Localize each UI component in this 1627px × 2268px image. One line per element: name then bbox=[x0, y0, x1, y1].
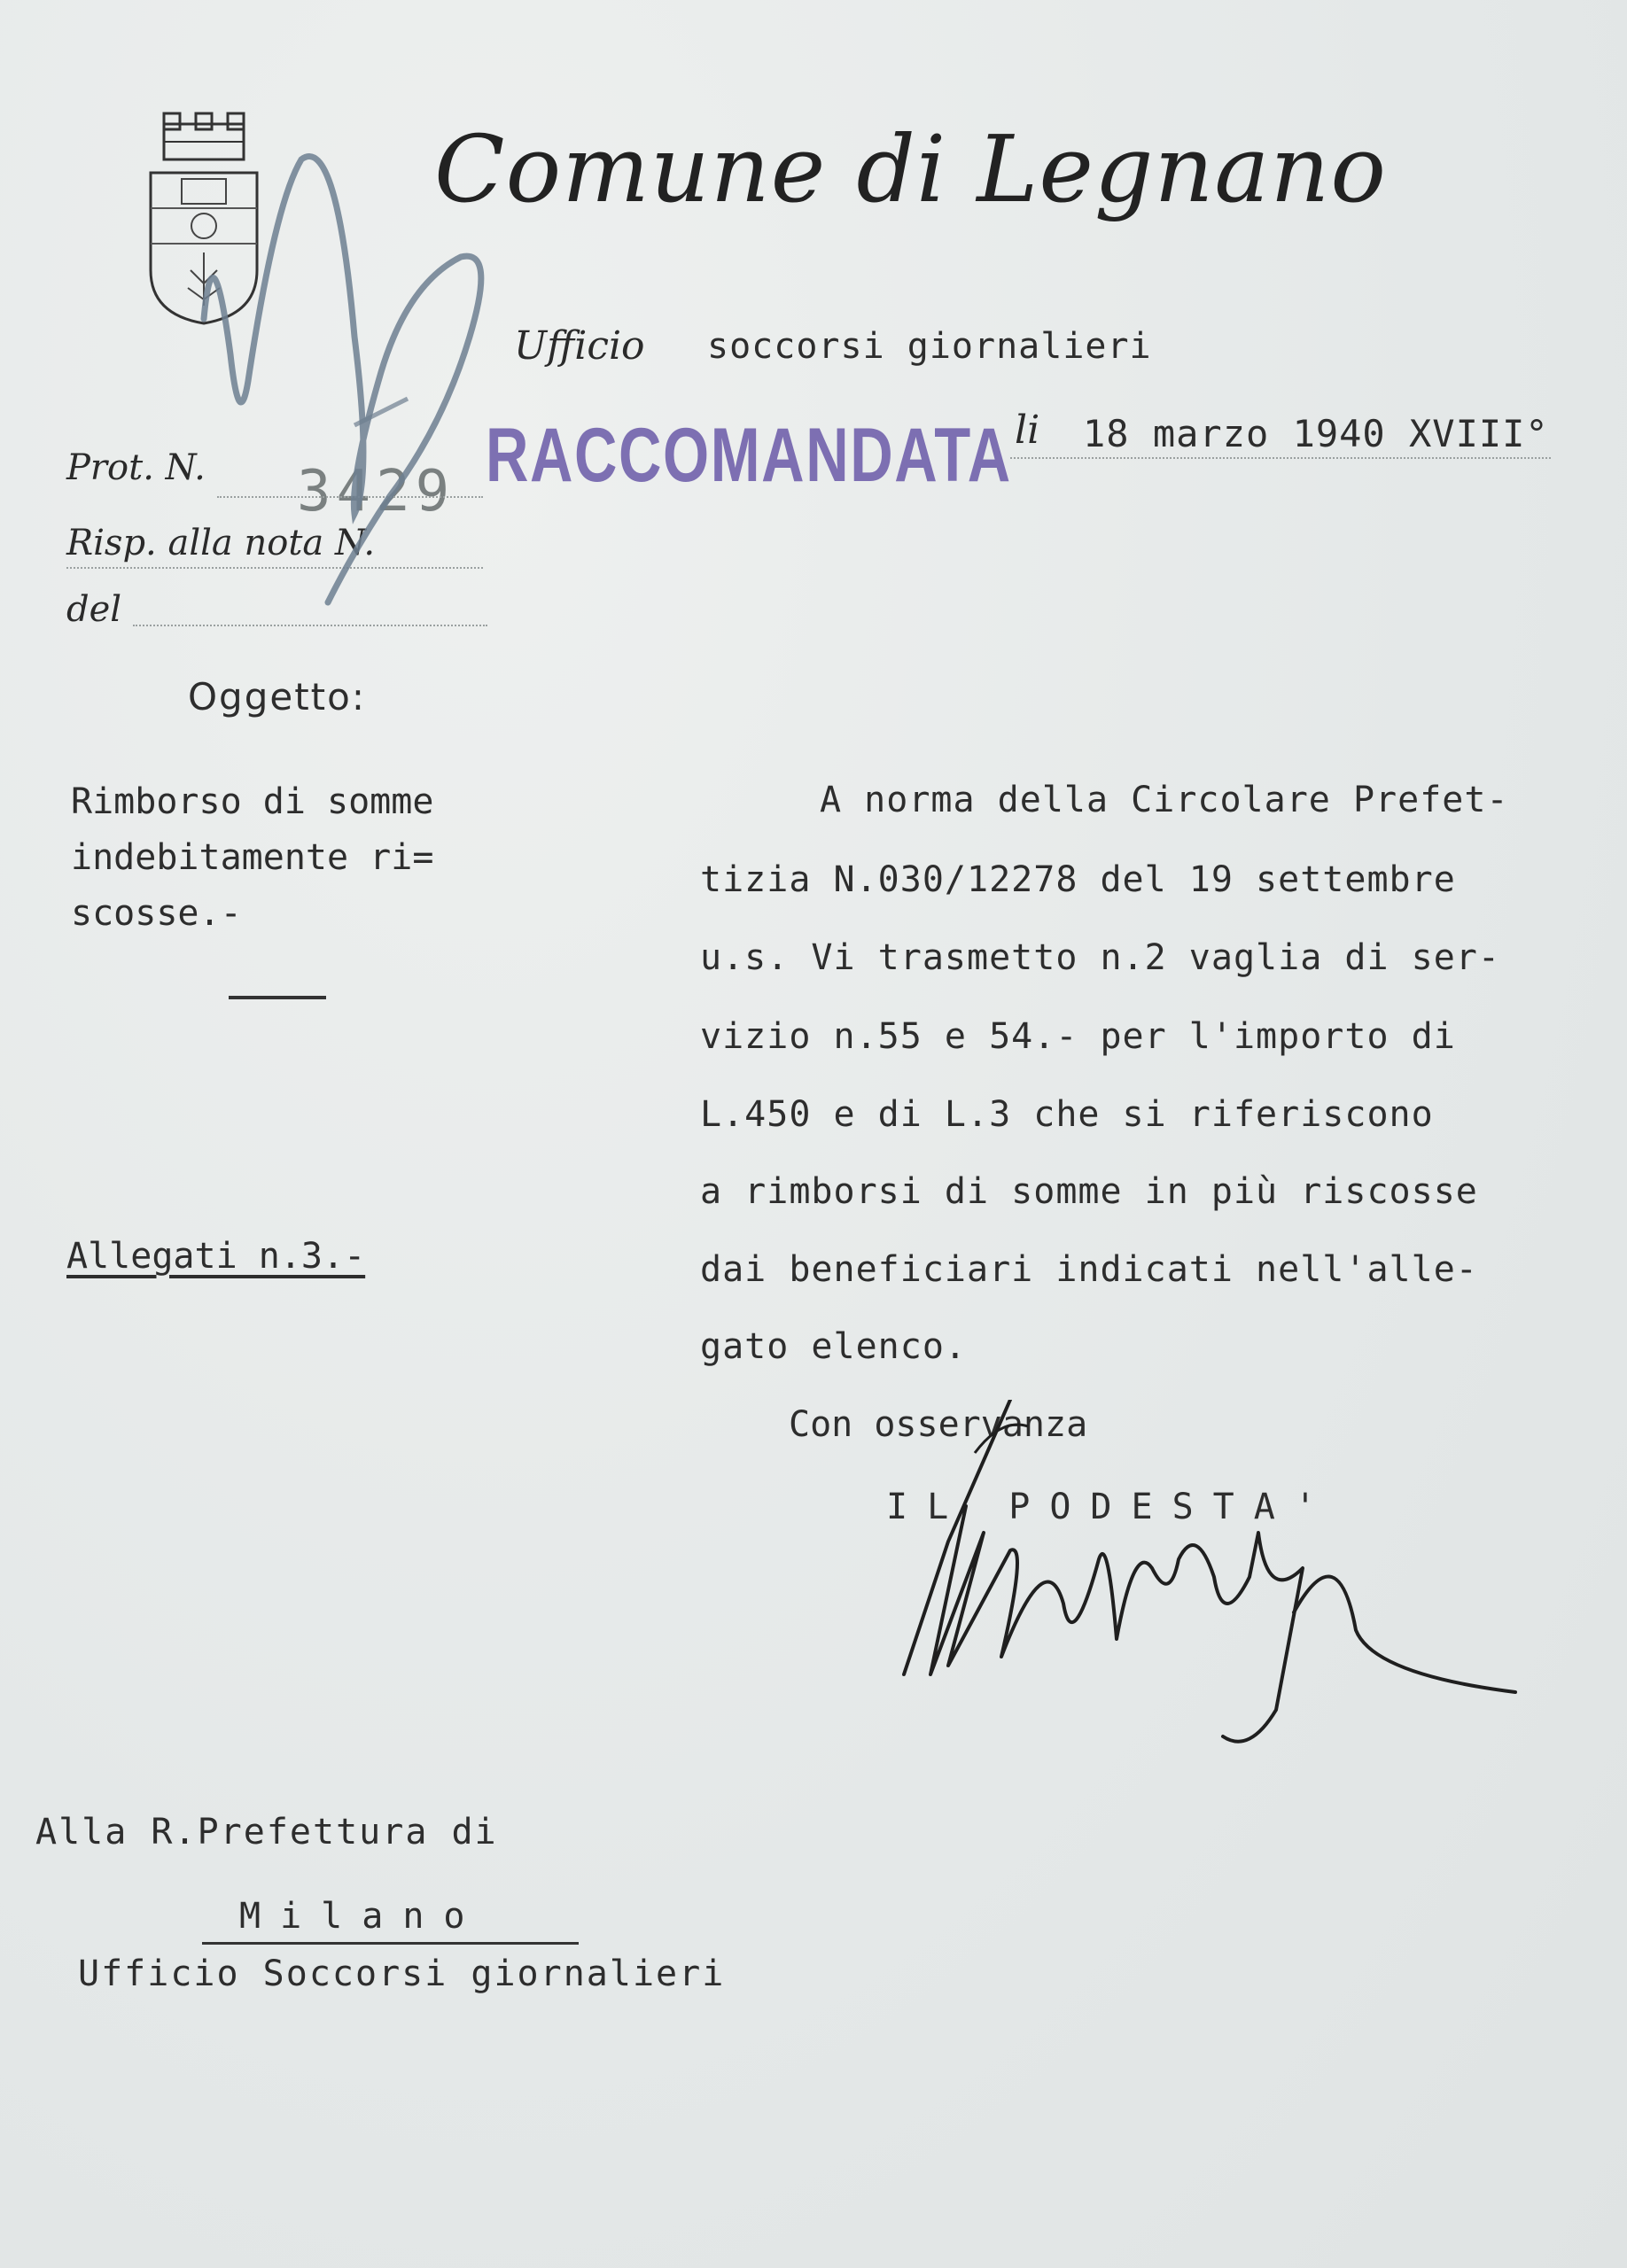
subject-line: indebitamente ri= bbox=[71, 837, 434, 878]
body-line: vizio n.55 e 54.- per l'importo di bbox=[700, 1016, 1456, 1057]
body-line: A norma della Circolare Prefet- bbox=[820, 780, 1509, 820]
closing-salutation: Con osservanza bbox=[789, 1404, 1088, 1445]
signature-icon bbox=[842, 1400, 1533, 1754]
body-line: a rimborsi di somme in più riscosse bbox=[700, 1171, 1478, 1212]
date-of-reply-label: del bbox=[66, 589, 122, 630]
protocol-number: 3429 bbox=[297, 459, 455, 524]
recipient-city: Milano bbox=[239, 1896, 485, 1937]
body-line: u.s. Vi trasmetto n.2 vaglia di ser- bbox=[700, 937, 1500, 978]
municipality-title: Comune di Legnano bbox=[434, 115, 1388, 223]
office-name: soccorsi giornalieri bbox=[707, 326, 1152, 367]
subject-line: scosse.- bbox=[71, 893, 242, 934]
letter-date: 18 marzo 1940 XVIII° bbox=[1083, 412, 1549, 455]
pencil-annotation bbox=[177, 106, 744, 638]
subject-line: Rimborso di somme bbox=[71, 781, 434, 822]
city-underline bbox=[202, 1942, 579, 1945]
date-prefix: li bbox=[1015, 408, 1040, 453]
office-label: Ufficio bbox=[514, 323, 645, 369]
subject-heading: Oggetto: bbox=[188, 675, 367, 718]
subject-divider bbox=[229, 996, 326, 999]
signatory-title: IL PODESTA' bbox=[886, 1487, 1335, 1527]
body-line: tizia N.030/12278 del 19 settembre bbox=[700, 859, 1456, 900]
body-line: dai beneficiari indicati nell'alle- bbox=[700, 1249, 1478, 1290]
body-line: L.450 e di L.3 che si riferiscono bbox=[700, 1094, 1434, 1135]
protocol-label: Prot. N. bbox=[66, 447, 206, 488]
recipient-line: Alla R.Prefettura di bbox=[35, 1812, 498, 1852]
registered-mail-stamp: RACCOMANDATA bbox=[486, 413, 1012, 498]
reply-to-label: Risp. alla nota N. bbox=[66, 523, 376, 563]
body-line: gato elenco. bbox=[700, 1326, 967, 1367]
attachments-note: Allegati n.3.- bbox=[66, 1236, 366, 1277]
recipient-office: Ufficio Soccorsi giornalieri bbox=[78, 1953, 726, 1994]
